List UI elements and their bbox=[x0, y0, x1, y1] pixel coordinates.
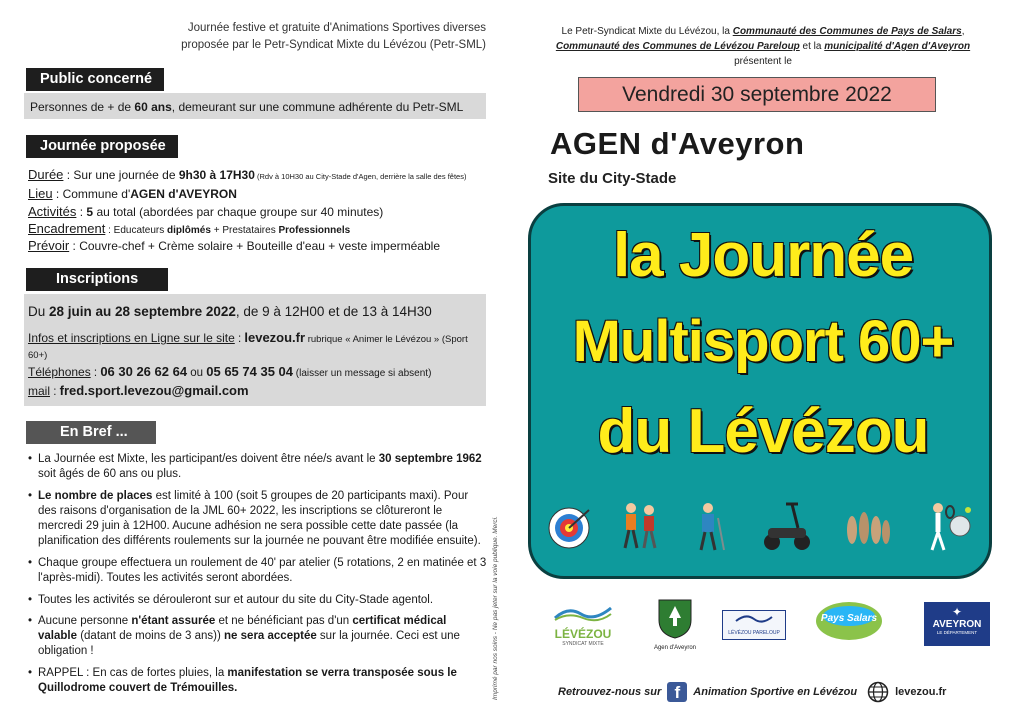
logo-levezou: LÉVÉZOU SYNDICAT MIXTE bbox=[548, 604, 618, 647]
inscriptions-dates: Du 28 juin au 28 septembre 2022, de 9 à 12H00 et de 13 à 14H30 bbox=[28, 304, 432, 319]
event-date: Vendredi 30 septembre 2022 bbox=[578, 77, 936, 112]
site-link[interactable]: Infos et inscriptions en Ligne sur le site bbox=[28, 331, 235, 345]
bref-item-5: • Aucune personne n'étant assurée et ne bénéficiant pas d'un certificat médical valable (datant de moins de 3 ans)) ne sera acceptée sur la journée. Ceci est une obligation ! bbox=[28, 614, 488, 659]
inscriptions-tel: Téléphones : 06 30 26 62 64 ou 05 65 74 35 04 (laisser un message si absent) bbox=[28, 364, 432, 380]
bref-item-3: • Chaque groupe effectuera un roulement de 40' par atelier (5 rotations, 2 en matinée et 3 l'après-midi). Toutes les activités seront abordées. bbox=[28, 556, 488, 586]
bref-item-4: • Toutes les activités se dérouleront sur et autour du site du City-Stade agentol. bbox=[28, 593, 488, 608]
levezou-wave-icon bbox=[553, 604, 613, 622]
right-panel bbox=[512, 0, 1024, 724]
heading-inscriptions: Inscriptions bbox=[26, 268, 168, 291]
hero-line-1: la Journée bbox=[612, 221, 914, 290]
hiker-icon bbox=[684, 500, 732, 552]
bref-item-1: • La Journée est Mixte, les participant/es doivent être née/s avant le 30 septembre 1962 soit âgés de 60 ans ou plus. bbox=[28, 452, 488, 482]
facebook-icon[interactable]: f bbox=[667, 682, 687, 702]
heading-bref: En Bref ... bbox=[26, 421, 156, 444]
journee-encadrement: Encadrement : Educateurs diplômés + Prestataires Professionnels bbox=[28, 221, 351, 236]
agen-crest-icon bbox=[657, 598, 693, 640]
inscriptions-site: Infos et inscriptions en Ligne sur le site : levezou.fr rubrique « Animer le Lévézou » (Sport 60+) bbox=[28, 330, 468, 361]
pareloup-wave-icon bbox=[734, 611, 774, 625]
activity-icons bbox=[545, 496, 981, 556]
logo-salars: Pays Salars bbox=[814, 600, 884, 642]
journee-prevoir: Prévoir : Couvre-chef + Crème solaire + Bouteille d'eau + veste imperméable bbox=[28, 238, 440, 253]
logo-agen: Agen d'Aveyron bbox=[648, 598, 702, 651]
presenters-text: Le Petr-Syndicat Mixte du Lévézou, la Communauté des Communes de Pays de Salars, Communauté des Communes de Lévézou Pareloup et la municipalité d'Agen d'Aveyron présentent le bbox=[555, 26, 971, 67]
city-subtitle: Site du City-Stade bbox=[548, 170, 677, 187]
intro-text: Journée festive et gratuite d'Animations Sportives diverses proposée par le Petr-Syndicat Mixte du Lévézou (Petr-SML) bbox=[181, 22, 486, 51]
globe-icon bbox=[867, 681, 889, 703]
inscriptions-mail: mail : fred.sport.levezou@gmail.com bbox=[28, 382, 249, 398]
hero-line-3: du Lévézou bbox=[597, 397, 929, 466]
archery-target-icon bbox=[545, 500, 593, 552]
city-title: AGEN d'Aveyron bbox=[550, 126, 805, 161]
footer-social: Retrouvez-nous sur f Animation Sportive en Lévézou levezou.fr bbox=[558, 683, 947, 702]
mail-link[interactable]: fred.sport.levezou@gmail.com bbox=[59, 382, 249, 398]
electric-scooter-icon bbox=[754, 500, 818, 552]
heading-public: Public concerné bbox=[26, 68, 164, 91]
hero-line-2: Multisport 60+ bbox=[572, 309, 954, 374]
journee-activites: Activités : 5 au total (abordées par chaque groupe sur 40 minutes) bbox=[28, 204, 384, 219]
nordic-walking-icon bbox=[615, 500, 663, 552]
public-box bbox=[24, 93, 486, 119]
heading-journee: Journée proposée bbox=[26, 135, 178, 158]
inscriptions-box bbox=[24, 294, 486, 406]
bref-item-6: • RAPPEL : En cas de fortes pluies, la manifestation se verra transposée sous le Quillodrome couvert de Trémouilles. bbox=[28, 666, 488, 696]
tennis-players-icon bbox=[915, 500, 981, 552]
print-note: Imprimé par nos soins - Ne pas jeter sur la voie publique. Merci. bbox=[492, 516, 499, 700]
logo-pareloup: LÉVÉZOU PARELOUP bbox=[722, 610, 786, 640]
partner-logos bbox=[546, 596, 998, 656]
bowling-pins-icon bbox=[839, 500, 893, 552]
website-link[interactable]: levezou.fr bbox=[895, 686, 947, 698]
bref-item-2: • Le nombre de places est limité à 100 (soit 5 groupes de 20 participants maxi). Pour des raisons d'organisation de la JML 60+ 2022, les inscriptions se clôtureront le mercredi 29 juin à 12H00. Aucune adhésion ne sera possible cette date passée (la planification des différents roulements sur la journée ne pouvant être modifiée ensuite). bbox=[28, 489, 488, 549]
hero-box bbox=[528, 203, 992, 579]
public-text: Personnes de + de 60 ans, demeurant sur une commune adhérente du Petr-SML bbox=[30, 100, 464, 114]
logo-aveyron: ✦ AVEYRON LE DÉPARTEMENT bbox=[924, 602, 990, 646]
aveyron-star-icon: ✦ bbox=[951, 605, 963, 619]
bref-list bbox=[28, 452, 488, 703]
facebook-page-link[interactable]: Animation Sportive en Lévézou bbox=[693, 686, 858, 698]
journee-duree: Durée : Sur une journée de 9h30 à 17H30 (Rdv à 10H30 au City-Stade d'Agen, derrière la salle des fêtes) bbox=[28, 167, 467, 182]
journee-lieu: Lieu : Commune d'AGEN d'AVEYRON bbox=[28, 186, 237, 201]
